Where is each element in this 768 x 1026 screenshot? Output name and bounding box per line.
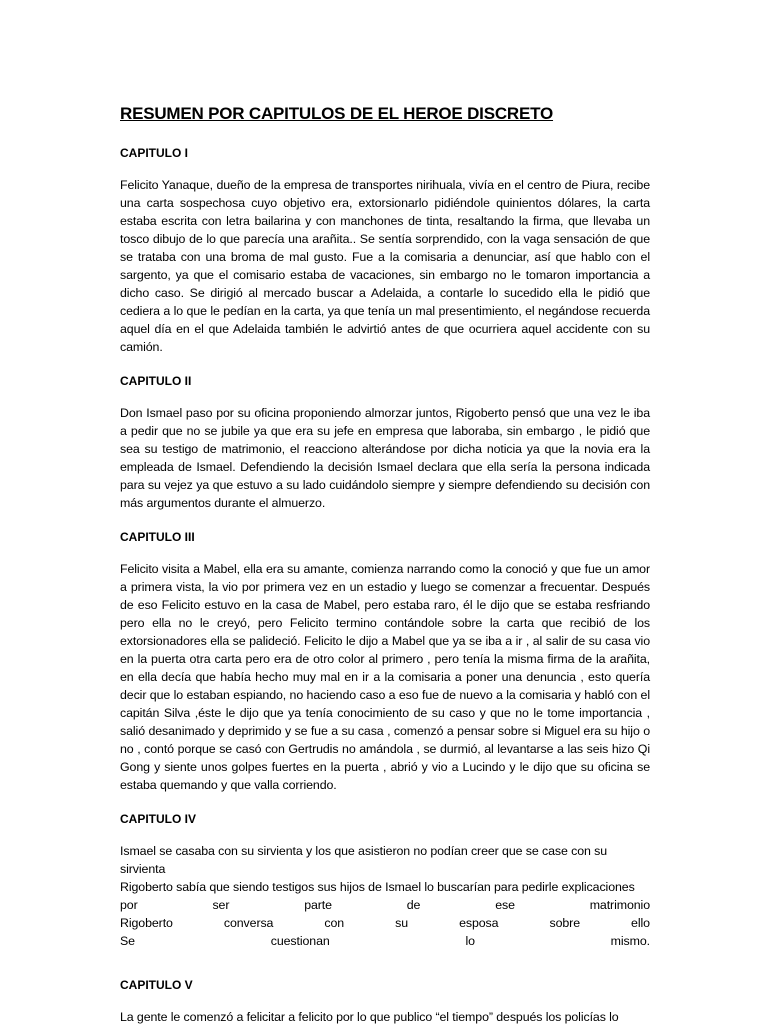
chapter-4-text	[120, 842, 650, 950]
chapter-1-text: Felicito Yanaque, dueño de la empresa de transportes nirihuala, vivía en el centro de Piura, recibe una carta sospechosa cuyo objetivo era, extorsionarlo pidiéndole quinientos dólares, la carta estaba escrita con letra bailarina y con manchones de tinta, resaltando la firma, que llevaba un tosco dibujo de lo que parecía una arañita.. Se sentía sorprendido, con la vaga sensación de que se trataba con una broma de mal gusto. Fue a la comisaria a denunciar, así que hablo con el sargento, ya que el comisario estaba de vacaciones, sin embargo no le tomaron importancia a dicho caso. Se dirigió al mercado buscar a Adelaida, a contarle lo sucedido ella le pidió que cediera a lo que le pedían en la carta, ya que tenía un mal presentimiento, el negándose recuerda aquel día en el que Adelaida también le advirtió antes de que ocurriera aquel accidente con su camión.	[120, 178, 650, 354]
word: cuestionan	[270, 934, 330, 948]
word: sobre	[549, 916, 580, 930]
word: con	[324, 916, 345, 930]
word: conversa	[223, 916, 274, 930]
chapter-3-heading: CAPITULO III	[120, 530, 195, 544]
chapter-4-line-2: Rigoberto sabía que siendo testigos sus hijos de Ismael lo buscarían para pedirle explicaciones	[120, 880, 635, 894]
chapter-2-heading: CAPITULO II	[120, 374, 192, 388]
chapter-4-line-1: Ismael se casaba con su sirvienta y los que asistieron no podían creer que se case con su sirvienta	[120, 844, 608, 876]
word: parte	[304, 898, 332, 912]
word: ser	[212, 898, 230, 912]
word: Se	[120, 934, 135, 948]
word: esposa	[459, 916, 499, 930]
chapter-4-line-4	[120, 914, 650, 932]
word: Rigoberto	[120, 916, 173, 930]
word: por	[120, 898, 138, 912]
chapter-5-text: La gente le comenzó a felicitar a felicito por lo que publico “el tiempo” después los policías lo	[120, 1010, 619, 1024]
chapter-4-line-5	[120, 932, 650, 950]
chapter-4-line-3	[120, 896, 650, 914]
word: de	[406, 898, 421, 912]
chapter-3-text: Felicito visita a Mabel, ella era su amante, comienza narrando como la conoció y que fue un amor a primera vista, la vio por primera vez en un estadio y luego se comenzar a frecuentar. Después de eso Felicito estuvo en la casa de Mabel, pero estaba raro, él le dijo que se estaba resfriando pero ella no le creyó, pero Felicito termino contándole sobre la carta que recibió de los extorsionadores ella se palideció. Felicito le dijo a Mabel que ya se iba a ir , al salir de su casa vio en la puerta otra carta pero era de otro color al primero , pero tenía la misma firma de la arañita, en ella decía que había hecho muy mal en ir a la comisaria a poner una denuncia , esto quería decir que lo estaban espiando, no haciendo caso a eso fue de nuevo a la comisaria y habló con el capitán Silva ,éste le dijo que ya tenía conocimiento de su caso y que no le tome importancia , salió desanimado y deprimido y se fue a su casa , comenzó a pensar sobre si Miguel era su hijo o no , contó porque se casó con Gertrudis no amándola , se durmió, al levantarse a las seis hizo Qi Gong y siente unos golpes fuertes en la puerta , abrió y vio a Lucindo y le dijo que su oficina se estaba quemando y que valla corriendo.	[120, 562, 650, 792]
word: matrimonio	[589, 898, 650, 912]
word: mismo.	[610, 934, 650, 948]
chapter-5-heading: CAPITULO V	[120, 978, 193, 992]
word: su	[395, 916, 409, 930]
word: ese	[495, 898, 515, 912]
chapter-1-heading: CAPITULO I	[120, 146, 188, 160]
document-title: RESUMEN POR CAPITULOS DE EL HEROE DISCRETO	[120, 104, 554, 123]
chapter-2-text: Don Ismael paso por su oficina proponiendo almorzar juntos, Rigoberto pensó que una vez le iba a pedir que no se jubile ya que era su jefe en empresa que laboraba, sin embargo , le pidió que sea su testigo de matrimonio, el reacciono alterándose por dicha noticia ya que la novia era la empleada de Ismael. Defendiendo la decisión Ismael declara que ella sería la persona indicada para su vejez ya que estuvo a su lado cuidándolo siempre y siempre defendiendo su decisión con más argumentos durante el almuerzo.	[120, 406, 650, 510]
chapter-4-heading: CAPITULO IV	[120, 812, 197, 826]
word: lo	[465, 934, 475, 948]
word: ello	[631, 916, 650, 930]
